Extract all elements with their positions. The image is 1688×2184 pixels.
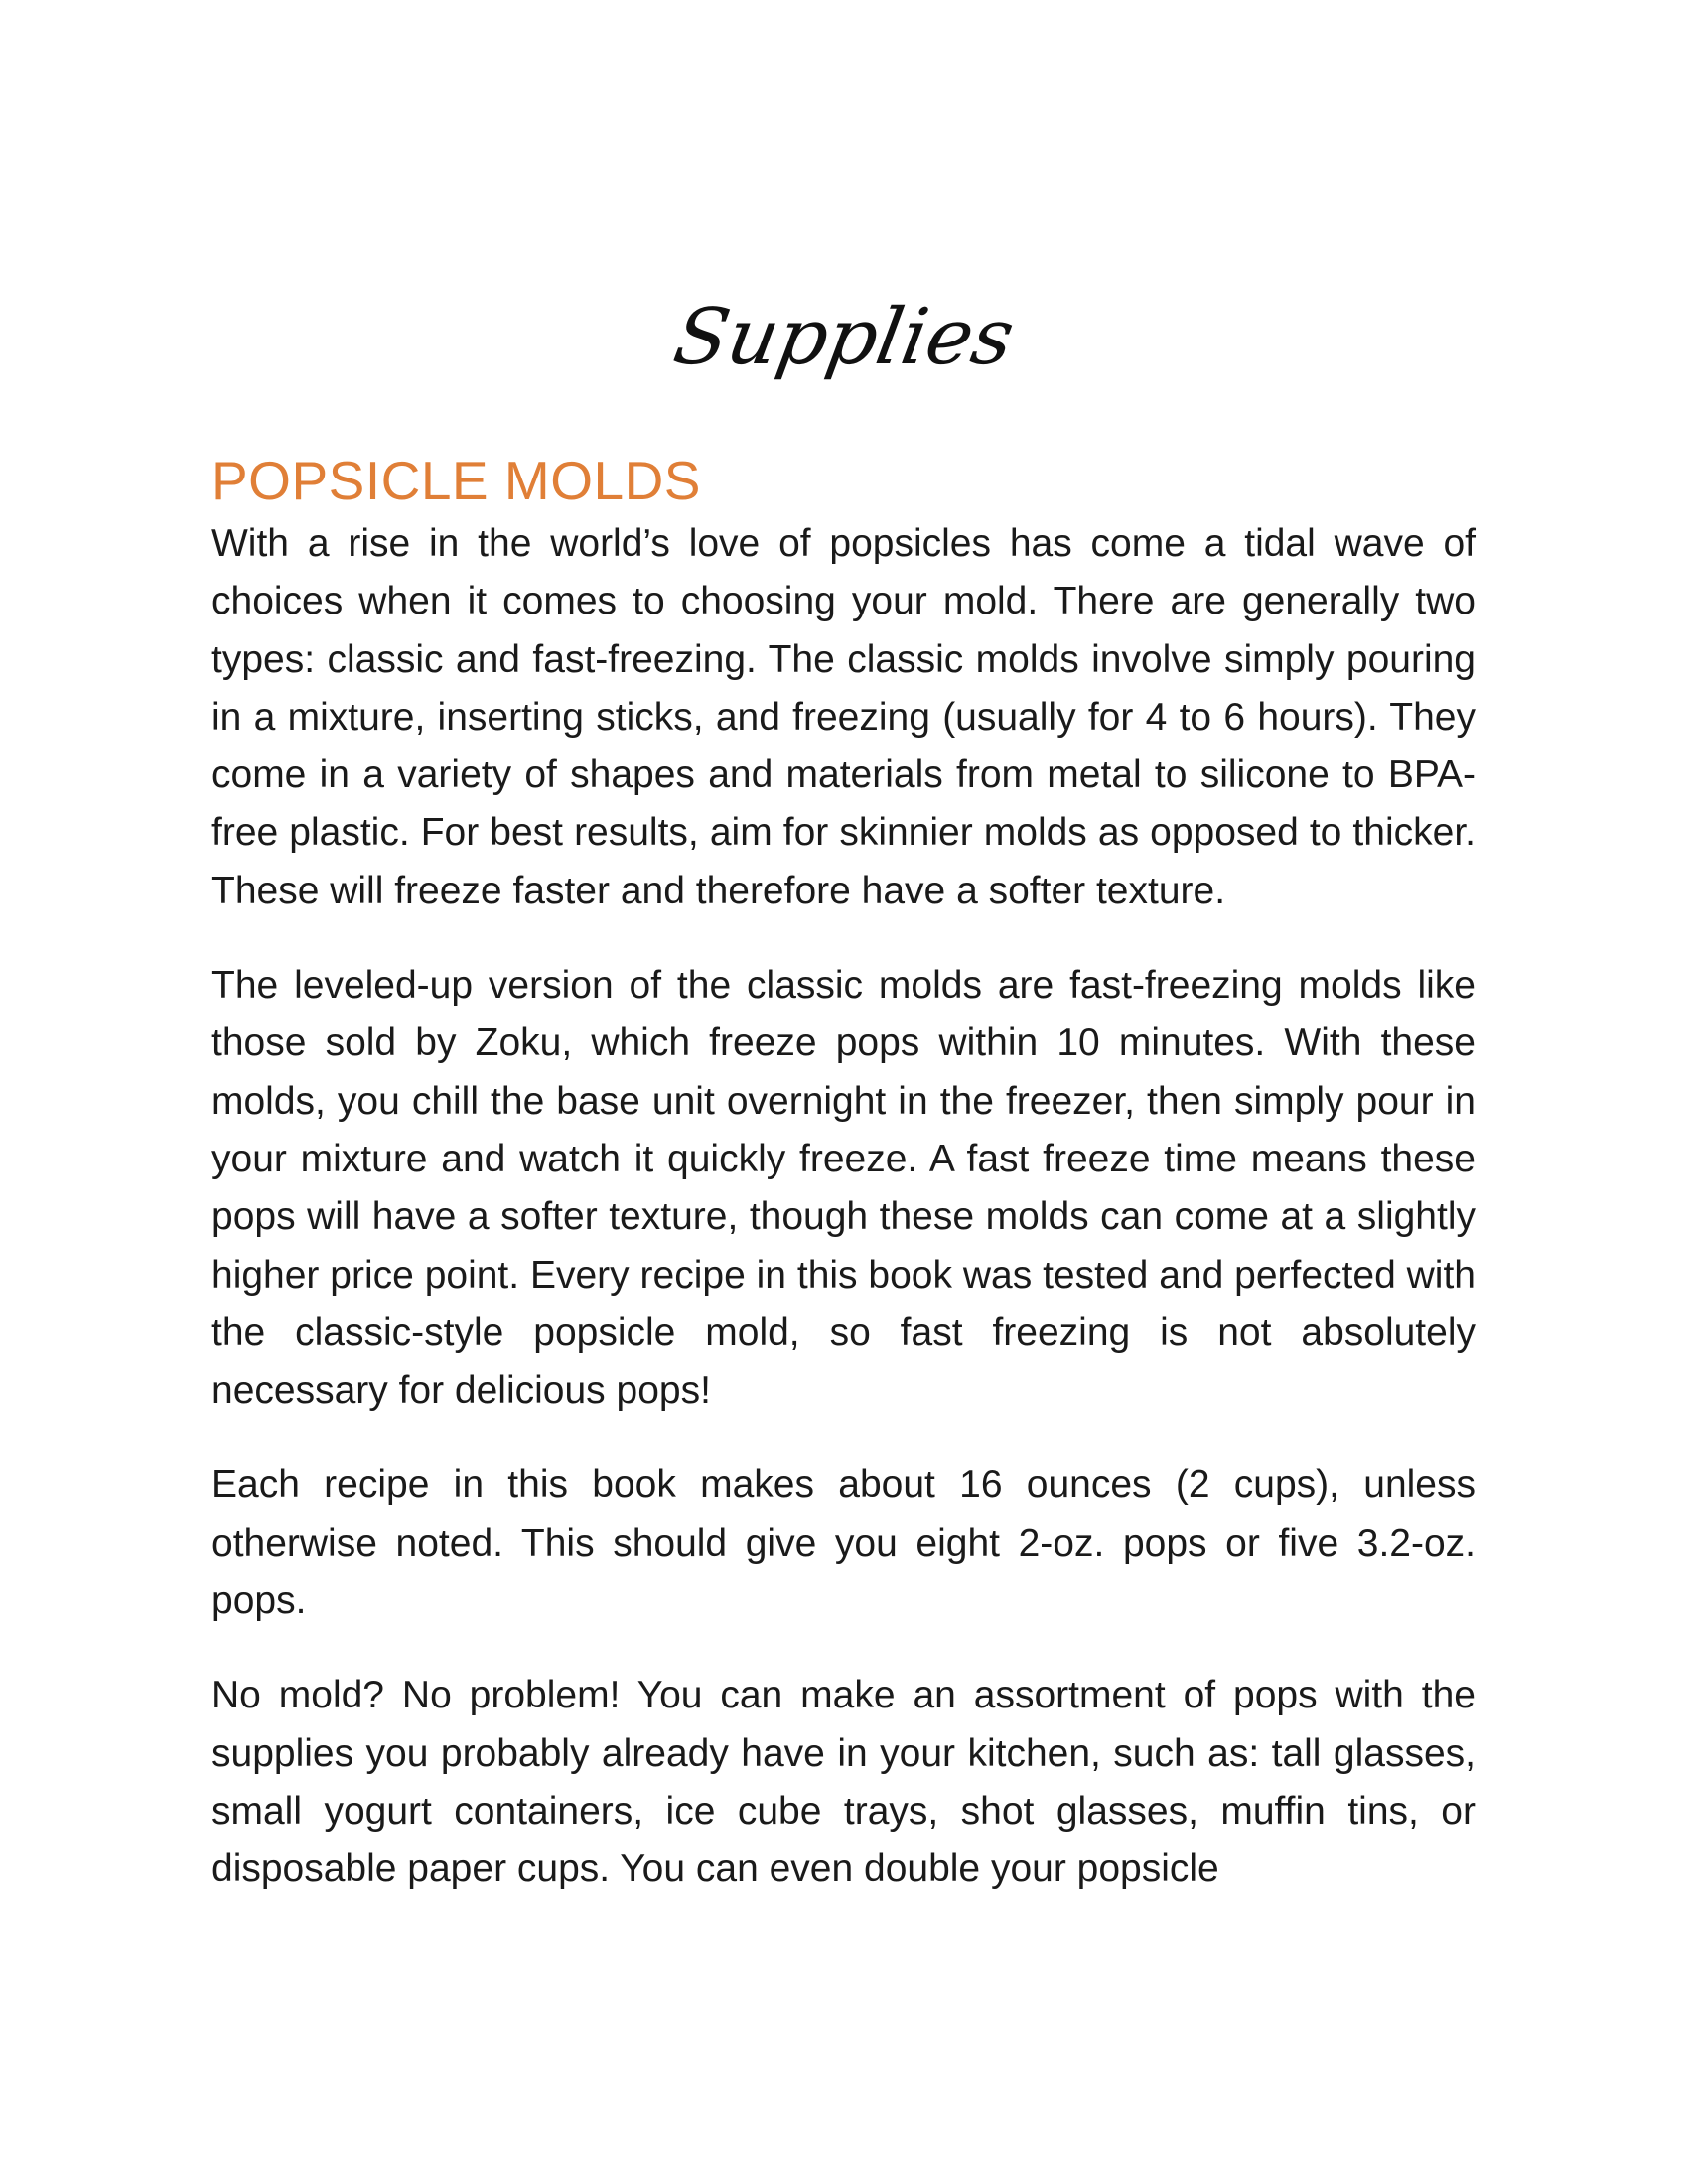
page-title: Supplies [667, 293, 1021, 382]
paragraph-mold-types: With a rise in the world’s love of popsicles has come a tidal wave of choices when it comes to choosing your mold. There are generally two types: classic and fast-freezing. The classic molds involve simply pouring in a mixture, inserting sticks, and freezing (usually for 4 to 6 hours). They come in a variety of shapes and materials from metal to silicone to BPA-free plastic. For best results, aim for skinnier molds as opposed to thicker. These will freeze faster and therefore have a softer texture. [211, 522, 1476, 912]
paragraph-recipe-yield: Each recipe in this book makes about 16 ounces (2 cups), unless otherwise noted. This should give you eight 2-oz. pops or five 3.2-oz. pops. [211, 1463, 1476, 1623]
paragraph-no-mold: No mold? No problem! You can make an assortment of pops with the supplies you probably already have in your kitchen, such as: tall glasses, small yogurt containers, ice cube trays, shot glasses, muffin tins, or disposable paper cups. You can even double your popsicle [211, 1674, 1476, 1891]
section-popsicle-molds [211, 446, 1476, 1899]
paragraph-fast-freezing: The leveled-up version of the classic molds are fast-freezing molds like those sold by Zoku, which freeze pops within 10 minutes. With these molds, you chill the base unit overnight in the freezer, then simply pour in your mixture and watch it quickly freeze. A fast freeze time means these pops will have a softer texture, though these molds can come at a slightly higher price point. Every recipe in this book was tested and perfected with the classic-style popsicle mold, so fast freezing is not absolutely necessary for delicious pops! [211, 964, 1476, 1413]
section-heading: POPSICLE MOLDS [211, 450, 701, 511]
